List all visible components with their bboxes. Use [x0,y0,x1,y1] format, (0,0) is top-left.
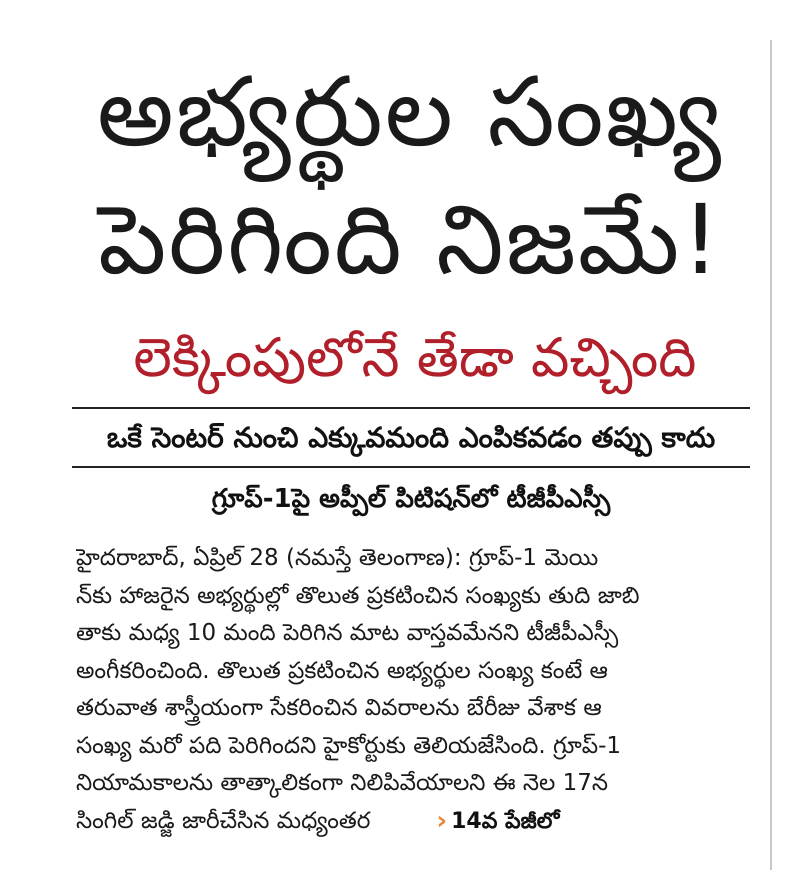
column-divider [770,40,772,870]
headline-line-2: పెరిగింది నిజమే! [98,184,722,296]
article-body [76,540,752,840]
kicker-line-2: గ్రూప్-1పై అప్పీల్ పిటిషన్‌లో టీజీపీఎస్సీ [211,484,611,514]
body-line: సంఖ్య మరో పది పెరిగిందని హైకోర్టుకు తెలియజేసింది. గ్రూప్-1 [76,732,622,759]
body-line: నియామకాలను తాత్కాలికంగా నిలిపివేయాలని ఈ నెల 17న [76,770,609,796]
body-line: సింగిల్ జడ్జి జారీచేసిన మధ్యంతర [76,807,371,834]
subheadline: లెక్కింపులోనే తేడా వచ్చింది [133,326,697,389]
kicker-line-1: ఒకే సెంటర్ నుంచి ఎక్కువమంది ఎంపికవడం తప్పు కాదు [106,421,716,454]
body-line: హైదరాబాద్, ఏప్రిల్ 28 (నమస్తే తెలంగాణ): గ్రూప్-1 మెయి [76,545,599,571]
divider-middle [72,466,750,468]
headline-line-1: అభ్యర్థుల సంఖ్య [97,56,723,168]
body-line: అంగీకరించింది. తొలుత ప్రకటించిన అభ్యర్థుల సంఖ్య కంటే ఆ [76,657,608,684]
divider-top [72,407,750,409]
body-line: న్‌కు హాజరైన అభ్యర్థుల్లో తొలుత ప్రకటించిన సంఖ్యకు తుది జాబి [76,582,640,609]
continued-link[interactable] [436,803,559,841]
continued-label: 14వ పేజీలో [451,808,560,834]
arrow-right-icon: › [436,805,448,836]
body-last-row [76,803,752,841]
body-line: తాకు మధ్య 10 మంది పెరిగిన మాట వాస్తవమేనని టీజీపీఎస్సీ [76,620,619,646]
body-line: తరువాత శాస్త్రీయంగా సేకరించిన వివరాలను బేరీజు వేశాక ఆ [76,695,602,721]
